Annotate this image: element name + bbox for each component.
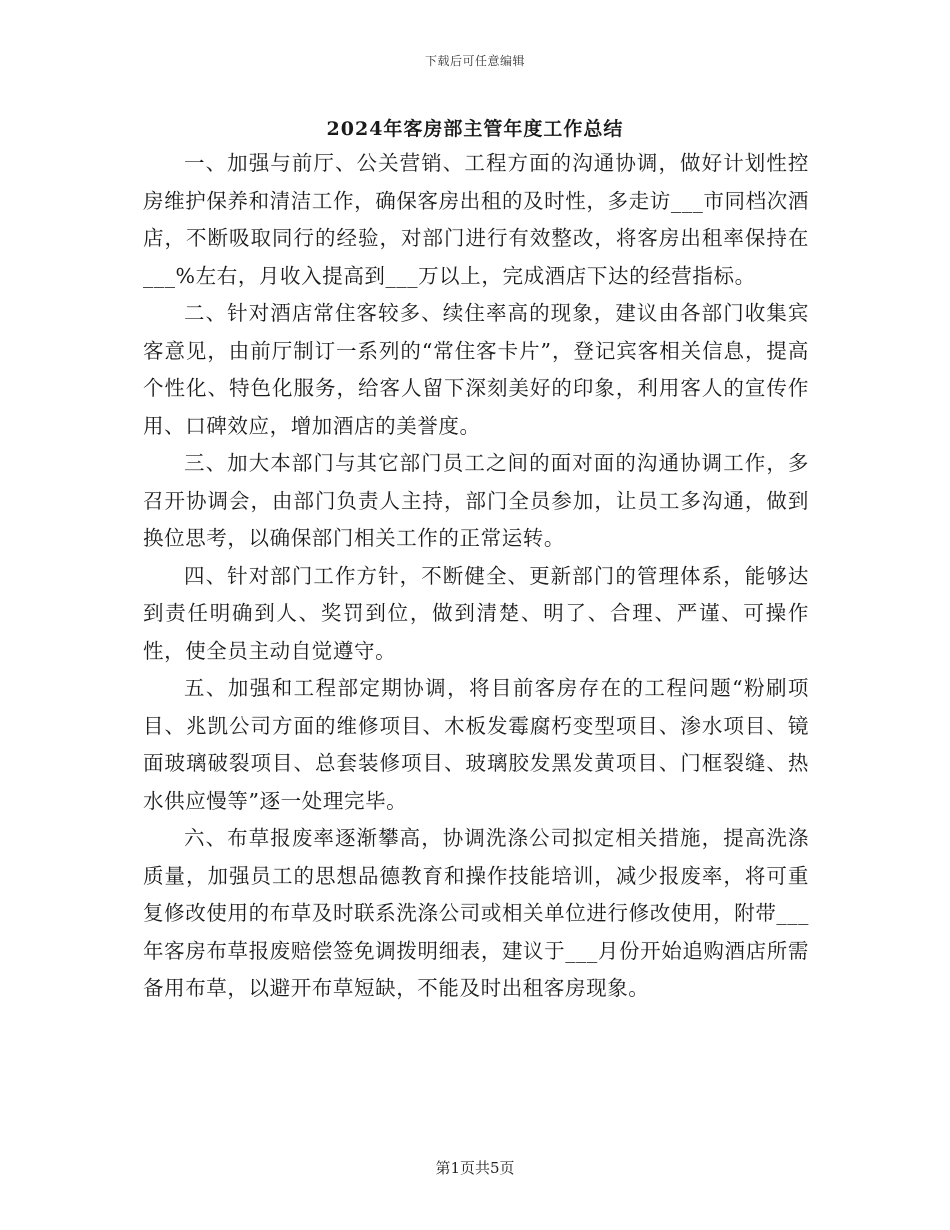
page-footer: 第1页共5页 (435, 1159, 515, 1177)
document-title: 2024年客房部主管年度工作总结 (326, 118, 624, 140)
document-body (143, 145, 809, 1008)
header-note: 下载后可任意编辑 (424, 54, 525, 68)
paragraph-4: 四、针对部门工作方针，不断健全、更新部门的管理体系，能够达到责任明确到人、奖罚到位，做到清楚、明了、合理、严谨、可操作性，使全员主动自觉遵守。 (143, 563, 809, 663)
paragraph-6: 六、布草报废率逐渐攀高，协调洗涤公司拟定相关措施，提高洗涤质量，加强员工的思想品德教育和操作技能培训，减少报废率，将可重复修改使用的布草及时联系洗涤公司或相关单位进行修改使用，附带___年客房布草报废赔偿签免调拨明细表，建议于___月份开始追购酒店所需备用布草，以避开布草短缺，不能及时出租客房现象。 (143, 826, 809, 1000)
paragraph-3: 三、加大本部门与其它部门员工之间的面对面的沟通协调工作，多召开协调会，由部门负责人主持，部门全员参加，让员工多沟通，做到换位思考，以确保部门相关工作的正常运转。 (143, 451, 809, 550)
paragraph-1: 一、加强与前厅、公关营销、工程方面的沟通协调，做好计划性控房维护保养和清洁工作，确保客房出租的及时性，多走访___市同档次酒店，不断吸取同行的经验，对部门进行有效整改，将客房出租率保持在___%左右，月收入提高到___万以上，完成酒店下达的经营指标。 (143, 151, 809, 288)
paragraph-2: 二、针对酒店常住客较多、续住率高的现象，建议由各部门收集宾客意见，由前厅制订一系列的“常住客卡片”，登记宾客相关信息，提高个性化、特色化服务，给客人留下深刻美好的印象，利用客人的宣传作用、口碑效应，增加酒店的美誉度。 (143, 301, 809, 438)
paragraph-5: 五、加强和工程部定期协调，将目前客房存在的工程问题“粉刷项目、兆凯公司方面的维修项目、木板发霉腐朽变型项目、渗水项目、镜面玻璃破裂项目、总套装修项目、玻璃胶发黑发黄项目、门框裂缝、热水供应慢等”逐一处理完毕。 (143, 676, 809, 813)
